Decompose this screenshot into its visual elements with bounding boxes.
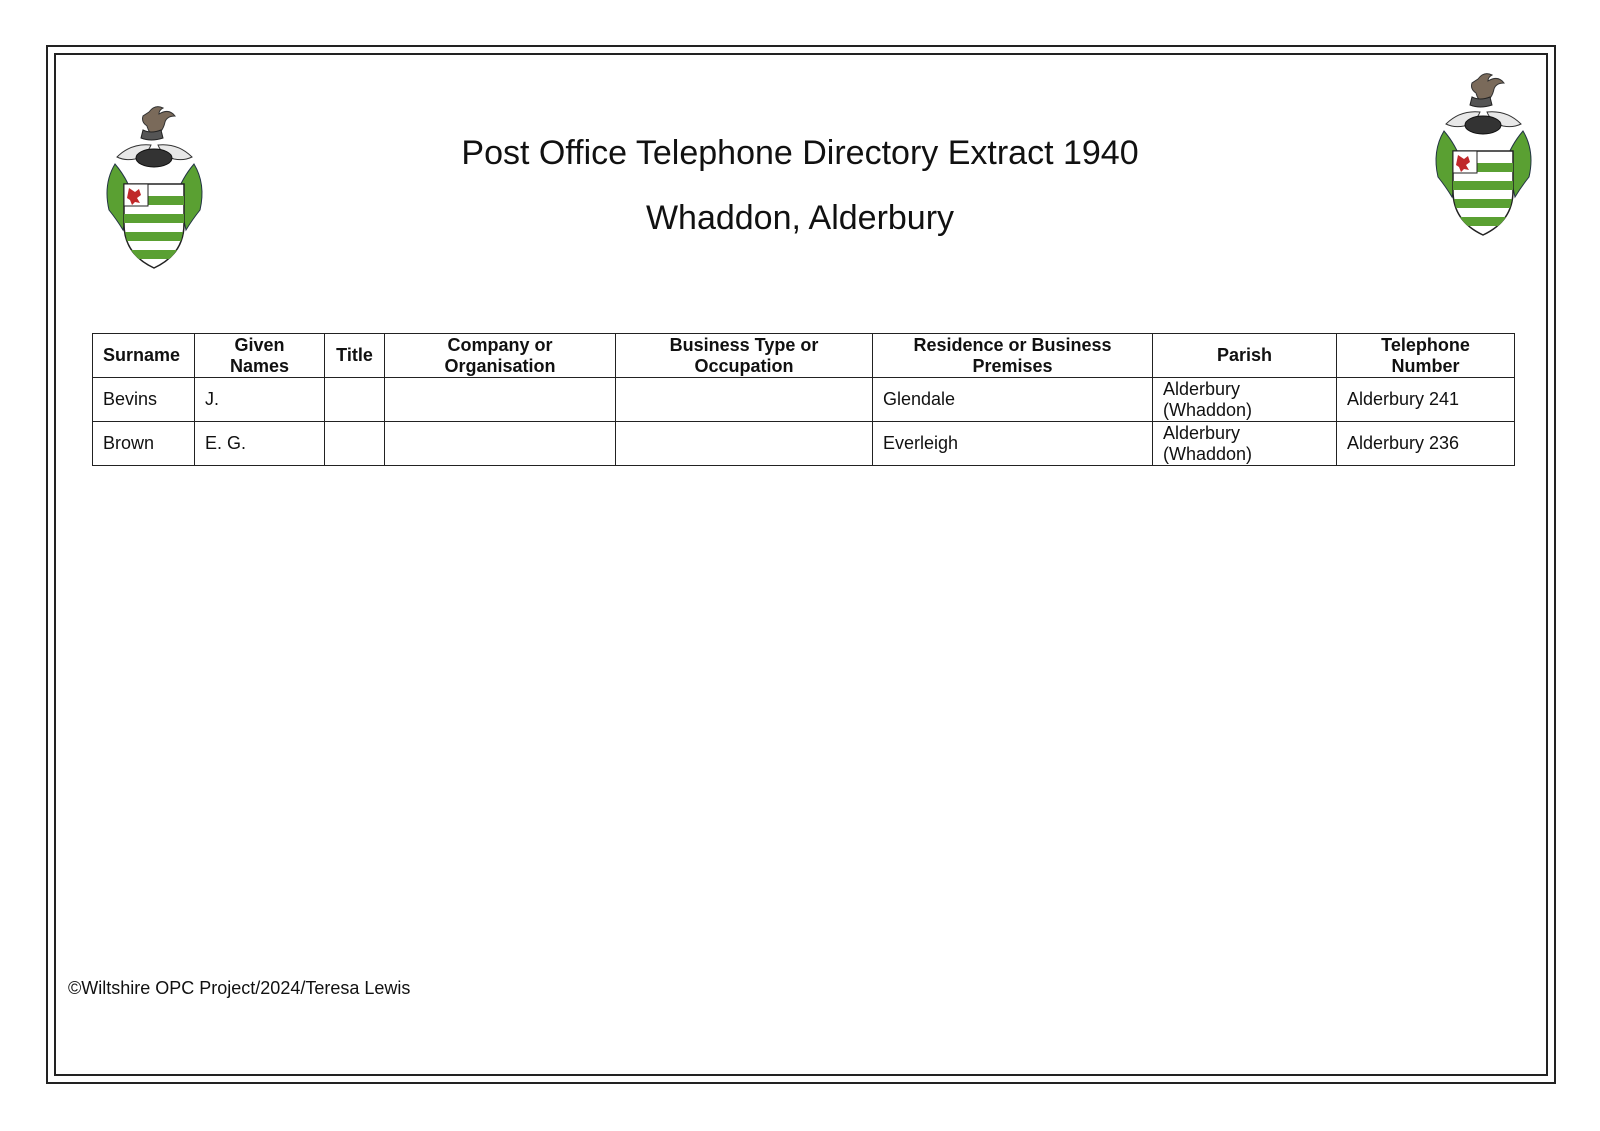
cell-residence: Glendale	[873, 378, 1153, 422]
cell-given-names: E. G.	[195, 422, 325, 466]
column-header-residence: Residence or Business Premises	[873, 334, 1153, 378]
table-header-row	[93, 334, 1515, 378]
cell-parish: Alderbury (Whaddon)	[1153, 422, 1337, 466]
cell-parish: Alderbury (Whaddon)	[1153, 378, 1337, 422]
page-title: Post Office Telephone Directory Extract 1940	[461, 134, 1139, 172]
column-header-business-type: Business Type or Occupation	[616, 334, 873, 378]
column-header-surname: Surname	[93, 334, 195, 378]
column-header-parish: Parish	[1153, 334, 1337, 378]
page-subtitle: Whaddon, Alderbury	[645, 199, 955, 237]
cell-surname: Brown	[93, 422, 195, 466]
cell-telephone: Alderbury 236	[1337, 422, 1515, 466]
cell-residence: Everleigh	[873, 422, 1153, 466]
column-header-title: Title	[325, 334, 385, 378]
column-header-given-names: Given Names	[195, 334, 325, 378]
cell-company	[385, 422, 616, 466]
cell-given-names: J.	[195, 378, 325, 422]
table-row	[93, 378, 1515, 422]
cell-business-type	[616, 378, 873, 422]
copyright-notice: ©Wiltshire OPC Project/2024/Teresa Lewis	[68, 978, 411, 998]
directory-table	[92, 333, 1515, 466]
column-header-telephone: Telephone Number	[1337, 334, 1515, 378]
cell-surname: Bevins	[93, 378, 195, 422]
column-header-company: Company or Organisation	[385, 334, 616, 378]
cell-business-type	[616, 422, 873, 466]
table-row	[93, 422, 1515, 466]
cell-company	[385, 378, 616, 422]
cell-title	[325, 422, 385, 466]
cell-title	[325, 378, 385, 422]
cell-telephone: Alderbury 241	[1337, 378, 1515, 422]
coat-of-arms-icon	[97, 102, 212, 272]
